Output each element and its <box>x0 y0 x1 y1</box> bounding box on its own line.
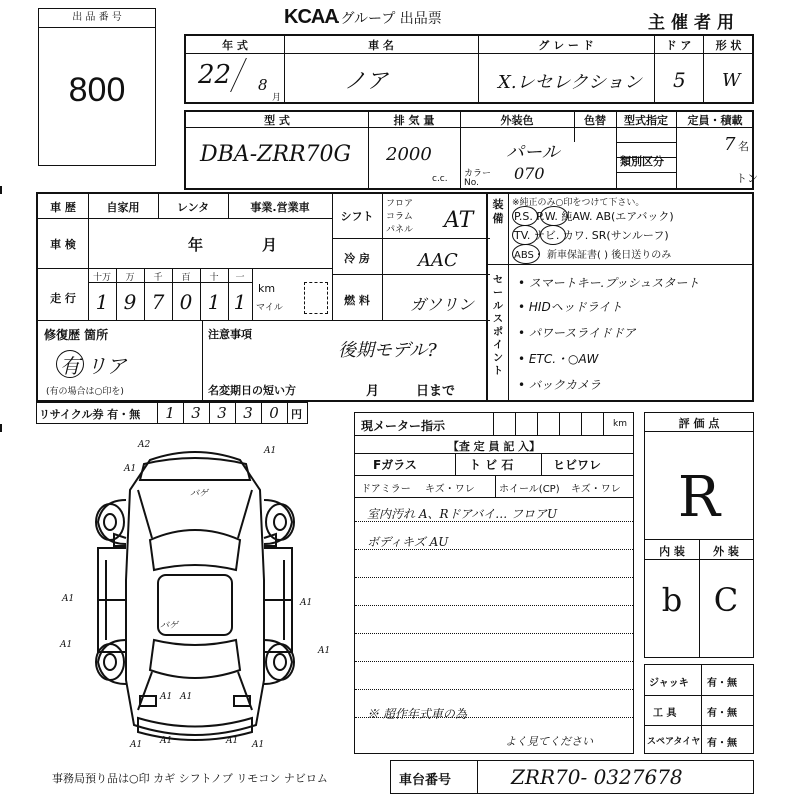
capacity-unit: 名 <box>738 140 749 153</box>
door-value: 5 <box>673 68 686 92</box>
model-value: DBA-ZRR70G <box>200 142 352 167</box>
grade-label: グ レ ー ド <box>538 39 594 52</box>
recycle-digit: 1 <box>165 404 175 422</box>
damage-mark: A1 <box>180 692 193 702</box>
car-name-value: ノア <box>344 69 389 94</box>
damage-mark: A1 <box>226 736 239 746</box>
type-designation-label: 型式指定 <box>624 114 668 127</box>
spare-tire-label: スペアタイヤ <box>647 737 701 747</box>
door-mirror-label: ドアミラー <box>361 484 411 495</box>
spare-tire-value[interactable]: 有・無 <box>707 738 737 749</box>
damage-mark: A1 <box>160 692 173 702</box>
wheel-options: キズ・ワレ <box>571 484 621 495</box>
shift-value: AT <box>444 208 474 233</box>
year-label: 年 式 <box>222 39 248 52</box>
crack-label: ヒビワレ <box>553 458 602 472</box>
equipment-line-2: TV. ナビ. カワ. SR(サンルーフ) <box>514 229 669 242</box>
shift-column[interactable]: コラム <box>386 212 413 222</box>
mileage-label: 走 行 <box>50 292 76 305</box>
evaluation-box <box>644 412 754 658</box>
damage-mark: A2 <box>138 440 151 450</box>
tools-value[interactable]: 有・無 <box>707 708 737 719</box>
mileage-digit: 1 <box>95 290 109 314</box>
digit-header-10k: 万 <box>125 273 135 283</box>
note-line: 室内汚れ A、Rドアバイ… フロアU <box>367 507 558 521</box>
equipment-label: 装備 <box>492 198 504 225</box>
brand-logo: KCAA <box>284 6 338 28</box>
navi-circle <box>540 225 566 245</box>
lot-number: 800 <box>68 71 126 109</box>
exterior-score: C <box>713 581 739 619</box>
month-unit: 月 <box>272 93 282 103</box>
damage-mark: A1 <box>60 640 73 650</box>
mileage-digit: 7 <box>151 290 165 314</box>
interior-score: b <box>661 581 683 619</box>
model-label: 型 式 <box>264 114 290 127</box>
digit-header-10: 十 <box>209 273 219 283</box>
pw-circle <box>540 206 568 226</box>
year-value: 22 <box>198 60 232 90</box>
caution-value: 後期モデル? <box>338 340 437 361</box>
shift-panel[interactable]: パネル <box>386 225 414 235</box>
f-glass-options: ト ビ 石 <box>469 458 514 472</box>
repair-value: 有 リア <box>60 354 127 378</box>
equipment-box <box>486 192 754 402</box>
inspection-label: 車 検 <box>50 238 76 251</box>
inspector-header: 【査 定 員 記 入】 <box>447 440 541 453</box>
repair-circle <box>56 350 84 378</box>
recycle-row <box>36 402 308 424</box>
repair-label: 修復歴 箇所 <box>44 328 109 342</box>
shape-label: 形 状 <box>715 39 742 52</box>
equipment-line-1: P.S. P.W. 純AW. AB(エアバック) <box>514 210 674 223</box>
km-unit: km <box>258 282 276 295</box>
damage-mark: A1 <box>160 736 173 746</box>
sales-point-label: セールスポイント <box>493 275 503 377</box>
recycle-digit: 3 <box>191 404 201 422</box>
repair-note: (有の場合は○印を) <box>46 387 124 397</box>
damage-mark: A1 <box>300 598 313 608</box>
jack-label: ジャッキ <box>649 678 689 689</box>
caution-label: 注意事項 <box>208 328 252 341</box>
jack-value[interactable]: 有・無 <box>707 678 737 689</box>
inspection-month-unit: 月 <box>262 236 278 254</box>
sales-point-item: • スマートキー.プッシュスタート <box>518 276 700 290</box>
displacement-value: 2000 <box>386 144 432 165</box>
digit-header-1k: 千 <box>153 273 163 283</box>
car-name-label: 車 名 <box>368 39 394 52</box>
tv-circle <box>512 225 538 245</box>
color-no-label: カラー No. <box>464 169 492 188</box>
damage-mark: A1 <box>130 740 143 750</box>
capacity-label: 定員・積載 <box>687 114 743 127</box>
displacement-label: 排 気 量 <box>393 114 435 127</box>
score-label: 評 価 点 <box>678 417 720 430</box>
equipment-line-3: ABS・ 新車保証書( ) 後日送りのみ <box>514 250 672 261</box>
yen-unit: 円 <box>291 408 302 421</box>
color-label: 外装色 <box>500 114 534 127</box>
evaluation-score: R <box>677 465 721 530</box>
abs-circle <box>512 244 540 264</box>
recycle-digit: 3 <box>243 404 253 422</box>
mileage-digit: 0 <box>179 290 193 314</box>
sales-point-item: • バックカメラ <box>518 378 601 392</box>
recolor-label: 色替 <box>584 114 606 127</box>
group-title: .グループ 出品票 <box>336 11 442 27</box>
shift-floor[interactable]: フロア <box>386 199 414 209</box>
lot-number-label: 出 品 番 号 <box>39 9 155 28</box>
mileage-digit: 9 <box>123 290 137 314</box>
damage-mark: A1 <box>318 646 331 656</box>
wheel-label: ホイール(CP) <box>499 484 560 495</box>
sales-point-item: • パワースライドドア <box>518 326 636 340</box>
color-value: パール <box>506 142 560 163</box>
history-private[interactable]: 自家用 <box>106 201 140 214</box>
digit-header-100k: 十万 <box>92 273 111 283</box>
sales-point-item: • ETC.・○AW <box>518 352 599 366</box>
month-value: 8 <box>258 76 268 94</box>
cc-unit: c.c. <box>432 174 448 184</box>
role-label: 主催者用 <box>648 13 740 33</box>
shape-value: W <box>722 70 741 91</box>
vehicle-details <box>36 192 488 402</box>
mileage-digit: 1 <box>207 290 221 314</box>
exterior-label: 外 装 <box>713 545 739 558</box>
damage-mark: A1 <box>62 594 75 604</box>
spec-table <box>184 110 758 190</box>
mile-unit: マイル <box>256 303 283 313</box>
recycle-label: リサイクル券 有・無 <box>39 408 141 421</box>
note-line: ボディキズ AU <box>367 535 449 549</box>
name-change-label: 名変期日の短い方 <box>208 384 296 397</box>
meter-km-unit: km <box>613 419 627 429</box>
history-rental[interactable]: レンタ <box>176 201 210 214</box>
inspection-year-unit: 年 <box>188 236 204 254</box>
inspector-box <box>354 412 634 754</box>
fuel-value: ガソリン <box>410 295 475 314</box>
door-label: ド ア <box>665 39 692 52</box>
recycle-digit: 3 <box>217 404 227 422</box>
damage-mark: A1 <box>124 464 137 474</box>
accessories-box <box>644 664 754 754</box>
note-line: ※ 超作年式車の為 <box>367 707 467 721</box>
office-items: 事務局預り品は○印 カギ シフトノブ リモコン ナビロム <box>52 772 328 785</box>
lot-number-box <box>38 8 156 166</box>
grade-value: X.レセレクション <box>498 72 642 93</box>
class-label: 類別区分 <box>620 155 664 168</box>
damage-mark: バゲ <box>190 489 209 499</box>
history-business[interactable]: 事業.営業車 <box>250 201 310 214</box>
fuel-label: 燃 料 <box>344 294 370 307</box>
damage-mark: バゲ <box>160 621 179 631</box>
recycle-digit: 0 <box>269 404 279 422</box>
shift-label: シフト <box>340 210 374 223</box>
history-label: 車 歴 <box>50 201 76 214</box>
ton-unit: トン <box>736 172 758 185</box>
basic-info-table <box>184 34 754 104</box>
note-line: よく見てください <box>505 735 593 748</box>
chassis-label: 車台番号 <box>399 773 452 788</box>
mileage-digit: 1 <box>233 290 247 314</box>
car-body-diagram <box>40 430 350 760</box>
aircon-value: AAC <box>418 250 458 271</box>
margin-mark <box>0 424 2 432</box>
equipment-note: ※純正のみ○印をつけて下さい。 <box>512 198 645 208</box>
tools-label: 工 具 <box>653 708 677 719</box>
margin-mark <box>0 186 2 194</box>
capacity-value: 7 <box>724 134 736 155</box>
damage-mark: A1 <box>264 446 277 456</box>
aircon-label: 冷 房 <box>344 252 370 265</box>
mile-checkbox[interactable] <box>304 282 328 314</box>
color-no-value: 070 <box>514 164 545 183</box>
name-change-month: 月 <box>366 384 380 399</box>
chassis-box <box>390 760 754 794</box>
sales-point-item: • HIDヘッドライト <box>518 300 623 314</box>
chassis-value: ZRR70- 0327678 <box>511 765 683 789</box>
meter-label: 現メーター指示 <box>361 419 446 433</box>
f-glass-label: Fガラス <box>373 458 417 472</box>
digit-header-100: 百 <box>181 273 191 283</box>
door-mirror-options: キズ・ワレ <box>425 484 475 495</box>
ps-circle <box>512 206 538 226</box>
interior-label: 内 装 <box>659 545 685 558</box>
damage-mark: A1 <box>252 740 265 750</box>
digit-header-1: 一 <box>235 273 245 283</box>
name-change-day: 日まで <box>416 384 456 399</box>
